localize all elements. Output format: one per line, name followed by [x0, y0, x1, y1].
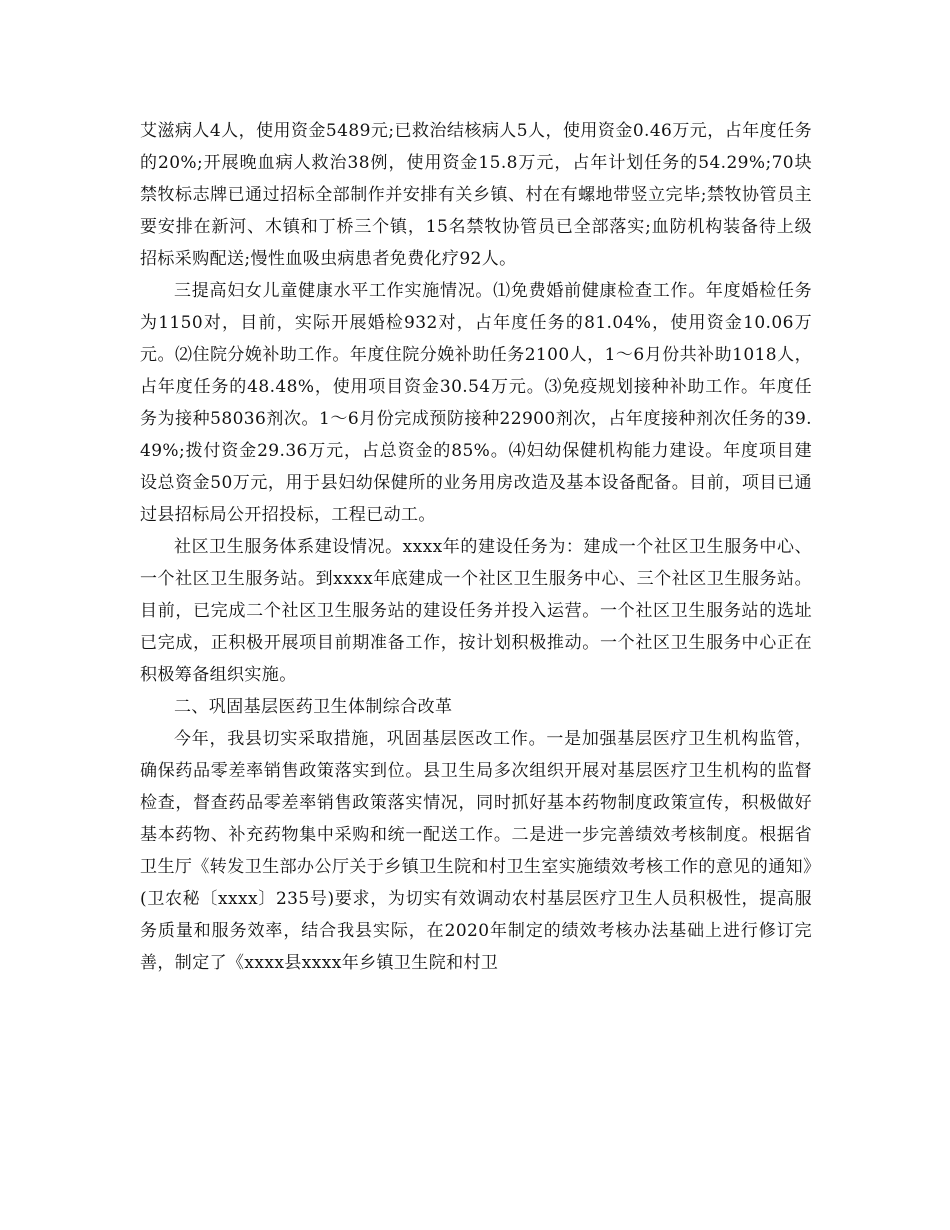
- document-page: [140, 115, 812, 979]
- paragraph-women-children-health: 三提高妇女儿童健康水平工作实施情况。⑴免费婚前健康检查工作。年度婚检任务为1150对，目前，实际开展婚检932对，占年度任务的81.04%，使用资金10.06万元。⑵住院分娩补助工作。年度住院分娩补助任务2100人，1～6月份共补助1018人，占年度任务的48.48%，使用项目资金30.54万元。⑶免疫规划接种补助工作。年度任务为接种58036剂次。1～6月份完成预防接种22900剂次，占年度接种剂次任务的39.49%;拨付资金29.36万元，占总资金的85%。⑷妇幼保健机构能力建设。年度项目建设总资金50万元，用于县妇幼保健所的业务用房改造及基本设备配备。目前，项目已通过县招标局公开招投标，工程已动工。: [140, 281, 812, 525]
- section-heading-grassroots-reform: 二、巩固基层医药卫生体制综合改革: [174, 697, 453, 717]
- paragraph-community-health-service: 社区卫生服务体系建设情况。xxxx年的建设任务为：建成一个社区卫生服务中心、一个社区卫生服务站。到xxxx年底建成一个社区卫生服务中心、三个社区卫生服务站。目前，已完成二个社区卫生服务站的建设任务并投入运营。一个社区卫生服务站的选址已完成，正积极开展项目前期准备工作，按计划积极推动。一个社区卫生服务中心正在积极筹备组织实施。: [140, 537, 812, 685]
- paragraph-grassroots-reform: 今年，我县切实采取措施，巩固基层医改工作。一是加强基层医疗卫生机构监管，确保药品零差率销售政策落实到位。县卫生局多次组织开展对基层医疗卫生机构的监督检查，督查药品零差率销售政策落实情况，同时抓好基本药物制度政策宣传，积极做好基本药物、补充药物集中采购和统一配送工作。二是进一步完善绩效考核制度。根据省卫生厅《转发卫生部办公厅关于乡镇卫生院和村卫生室实施绩效考核工作的意见的通知》(卫农秘〔xxxx〕235号)要求，为切实有效调动农村基层医疗卫生人员积极性，提高服务质量和服务效率，结合我县实际，在2020年制定的绩效考核办法基础上进行修订完善，制定了《xxxx县xxxx年乡镇卫生院和村卫: [140, 729, 812, 973]
- paragraph-aids-tb-treatment: 艾滋病人4人，使用资金5489元;已救治结核病人5人，使用资金0.46万元，占年度任务的20%;开展晚血病人救治38例，使用资金15.8万元，占年计划任务的54.29%;70块禁牧标志牌已通过招标全部制作并安排有关乡镇、村在有螺地带竖立完毕;禁牧协管员主要安排在新河、木镇和丁桥三个镇，15名禁牧协管员已全部落实;血防机构装备待上级招标采购配送;慢性血吸虫病患者免费化疗92人。: [140, 121, 812, 269]
